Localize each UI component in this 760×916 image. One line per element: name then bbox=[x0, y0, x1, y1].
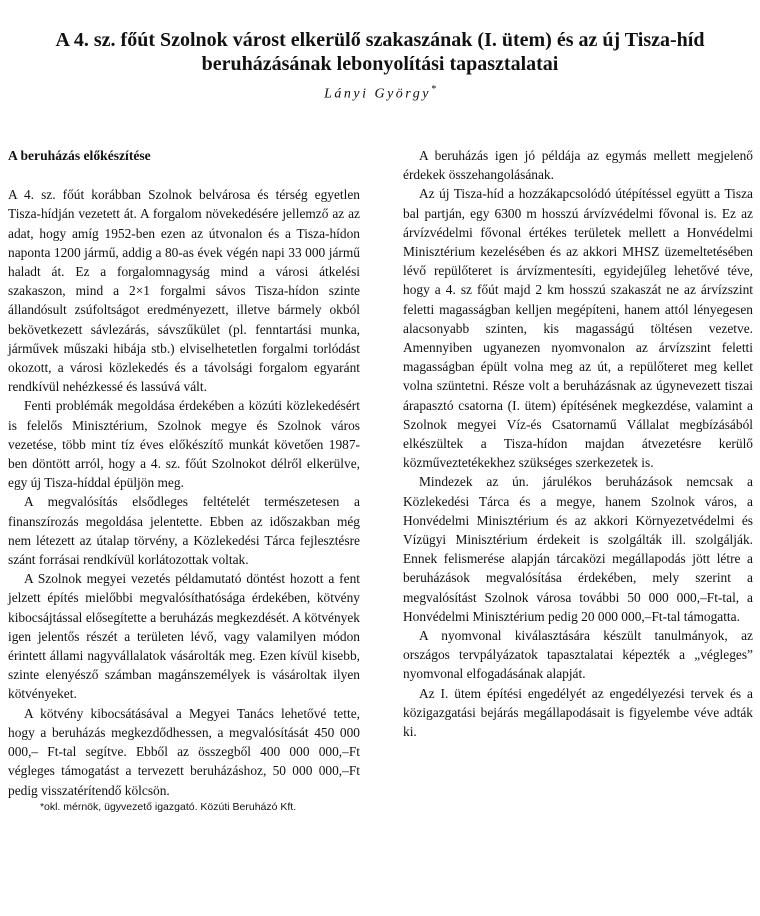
paragraph: Az I. ütem építési engedélyét az engedélyezési tervek és a közigazgatási bejárás megállapodásait is figyelembe véve adták ki. bbox=[403, 685, 753, 740]
paragraph: Fenti problémák megoldása érdekében a közúti közlekedésért is felelős Minisztérium, Szolnok megye és Szolnok város vezetése, több mint tíz éves előkészítő munkát követően 1987-ben döntött arról, hogy a 4. sz. főút Szolnokot délről elkerülve, egy új Tisza-híddal épüljön meg. bbox=[8, 398, 360, 491]
paragraph: A megvalósítás elsődleges feltételét természetesen a finanszírozás megoldása jelentette. Ebben az időszakban még nem létezett az útalap törvény, a Közlekedési Tárca fejlesztésre szánt forrásai rendkívül korlátozottak voltak. bbox=[8, 494, 360, 568]
section-heading: A beruházás előkészítése bbox=[8, 148, 151, 163]
footnote bbox=[8, 800, 360, 814]
footnote-text: okl. mérnök, ügyvezető igazgató. Közúti Beruházó Kft. bbox=[44, 800, 297, 813]
paragraph: Mindezek az ún. járulékos beruházások nemcsak a Közlekedési Tárca és a megye, hanem Szolnok város, a Honvédelmi Minisztérium és az akkori Környezetvédelmi és Vízügyi Minisztérium érdekeit is szolgálták ill. szolgálják. Ennek felismerése alapján tárcaközi megállapodás jött létre a beruházások megvalósítása érdekében, mely szerint a megvalósítást Szolnok városa további 50 000 000,–Ft-tal, a Honvédelmi Minisztérium pedig 20 000 000,–Ft-tal támogatta. bbox=[403, 474, 753, 624]
paragraph: A 4. sz. főút korábban Szolnok belvárosa és térség egyetlen Tisza-hídján vezetett át. A forgalom növekedésére jellemző az az adat, hogy amíg 1952-ben ezen az útvonalon és a Tisza-hídon naponta 1200 jármű, addig a 80-as évek végén napi 33 000 jármű haladt át. Ez a forgalomnagyság mind a városi átkelési szakaszon, mind a 2×1 forgalmi sávos Tisza-hídon szinte állandósult zsúfoltságot eredményezett, illetve bármely okból bekövetkezett sávlezárás, sávszűkület (pl. fenntartási munka, járművek műszaki hibája stb.) elviselhetetlen forgalmi torlódást okozott, a városi közlekedés és a távolsági forgalom egyaránt rendkívül nehézkessé és lassúvá vált. bbox=[8, 187, 360, 395]
article-title: A 4. sz. főút Szolnok várost elkerülő szakaszának (I. ütem) és az új Tisza-híd beruházásának lebonyolítási tapasztalatai bbox=[55, 29, 705, 75]
left-column bbox=[8, 146, 360, 814]
author-footnote-mark: * bbox=[430, 84, 436, 95]
paragraph: A Szolnok megyei vezetés példamutató döntést hozott a fent jelzett építés mielőbbi megvalósíthatósága érdekében, kötvény kibocsájtással elősegítette a beruházás megkezdését. A kötvények igen jelentős részét a területen lévő, vagy valamilyen módon érintett állami nagyvállalatok vásárolták meg. Ezen kívül kisebb, szinte elenyésző számban magánszemélyek is vásároltak ilyen kötvényeket. bbox=[8, 571, 360, 702]
paragraph: A beruházás igen jó példája az egymás mellett megjelenő érdekek összehangolásának. bbox=[403, 148, 753, 183]
author-name: Lányi György bbox=[324, 86, 431, 102]
author-line bbox=[0, 84, 760, 103]
paragraph: Az új Tisza-híd a hozzákapcsolódó útépítéssel együtt a Tisza bal partján, egy 6300 m hosszú árvízvédelmi fővonal is. Ez az árvízvédelmi fővonal értékes területek mellett a Honvédelmi Minisztérium kezelésében és az akkori MHSZ üzemeltetésében lévő repülőteret is árvízmentesíti, egyidejűleg lehetővé téve, hogy a 4. sz főút majd 2 km hosszú szakaszát ne az árvízszint feletti magasságban kelljen megépíteni, hanem attól lényegesen alacsonyabb szinten, kis magasságú töltésen vezetve. Amennyiben ugyanezen nyomvonalon az árvízszint feletti magasságban épült volna meg az út, a repülőteret meg kellet volna szüntetni. Része volt a beruházásnak az úgynevezett tiszai árapasztó csatorna (I. ütem) építésének megkezdése, valamint a Szolnok megyei Víz-és Csatornamű Vállalat megbízásából elkészültek a Tisza-hídon majdan átvezetésre kerülő közműveztetékekhez szükséges szerkezetek is. bbox=[403, 186, 753, 471]
paragraph: A nyomvonal kiválasztására készült tanulmányok, az országos tervpályázatok tapasztalatai képezték a „végleges” nyomvonal elfogadásának alapját. bbox=[403, 628, 753, 682]
right-column bbox=[403, 146, 753, 741]
footnote-mark: * bbox=[40, 800, 45, 813]
paragraph: A kötvény kibocsátásával a Megyei Tanács lehetővé tette, hogy a beruházás megkezdődhessen, a megvalósítását 450 000 000,– Ft-tal segítve. Ebből az összegből 400 000 000,–Ft végleges támogatást a tervezett beruházáshoz, 50 000 000,–Ft pedig visszatérítendő kölcsön. bbox=[8, 705, 360, 798]
